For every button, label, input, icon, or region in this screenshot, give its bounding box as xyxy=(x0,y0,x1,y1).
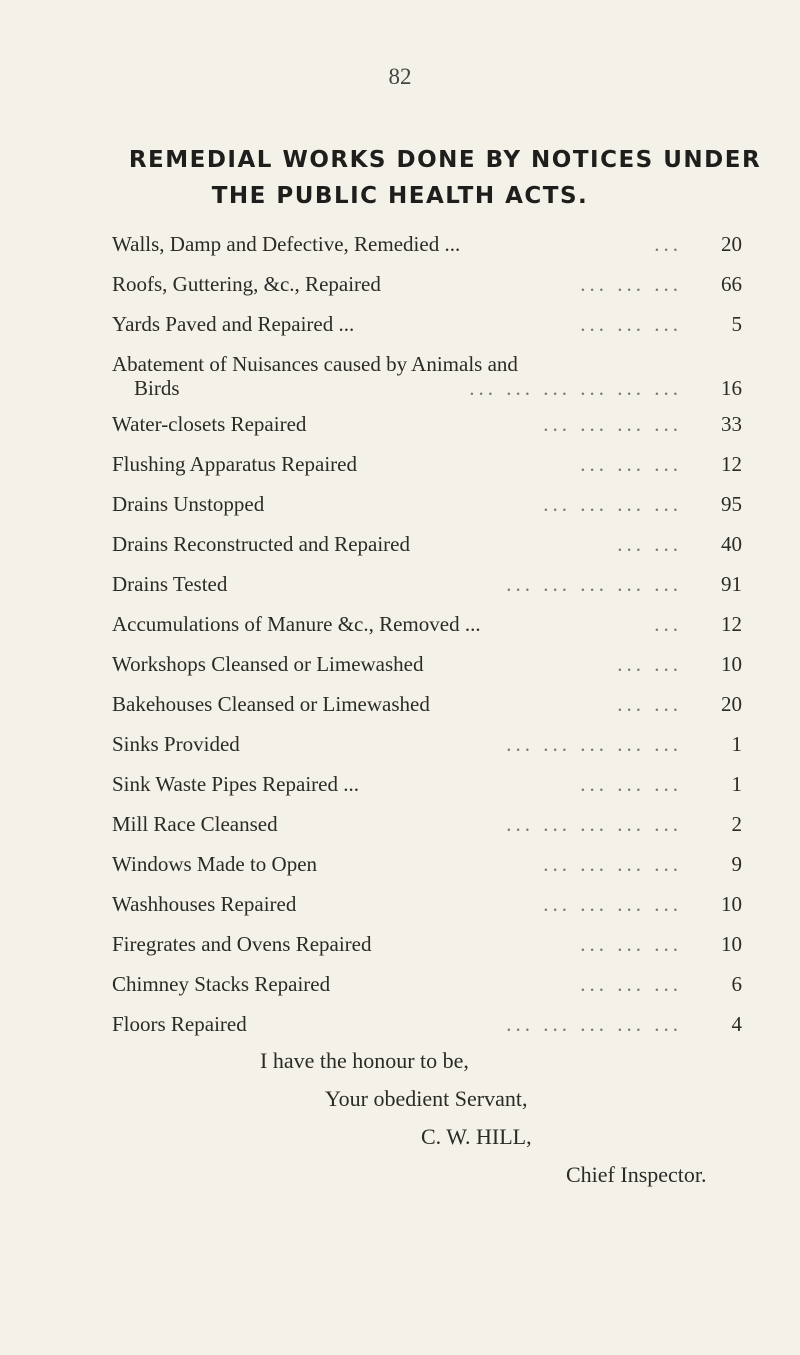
item-label: Washhouses Repaired xyxy=(112,892,297,916)
list-item xyxy=(112,528,742,568)
dot-leaders: ... xyxy=(654,612,682,636)
item-count: 20 xyxy=(721,692,742,716)
item-label: Walls, Damp and Defective, Remedied ... xyxy=(112,232,461,256)
dot-leaders: ... ... ... ... xyxy=(543,492,682,516)
list-item xyxy=(112,608,742,648)
item-label: Firegrates and Ovens Repaired xyxy=(112,932,372,956)
dot-leaders: ... ... ... ... ... xyxy=(506,732,682,756)
list-item xyxy=(112,308,742,348)
list-item xyxy=(112,408,742,448)
dot-leaders: ... ... ... ... ... xyxy=(506,572,682,596)
item-count: 10 xyxy=(721,892,742,916)
dot-leaders: ... ... ... ... ... ... xyxy=(469,376,682,400)
list-item xyxy=(112,688,742,728)
dot-leaders: ... ... xyxy=(617,652,682,676)
item-count: 5 xyxy=(731,312,742,336)
list-item xyxy=(112,648,742,688)
list-item xyxy=(112,348,742,408)
item-label: Drains Tested xyxy=(112,572,228,596)
item-label: Bakehouses Cleansed or Limewashed xyxy=(112,692,430,716)
item-count: 4 xyxy=(731,1012,742,1036)
item-count: 12 xyxy=(721,452,742,476)
closing-line-2: Your obedient Servant, xyxy=(325,1086,528,1111)
signatory-title: Chief Inspector. xyxy=(566,1162,707,1187)
item-count: 2 xyxy=(731,812,742,836)
dot-leaders: ... ... ... ... xyxy=(543,412,682,436)
list-item xyxy=(112,848,742,888)
item-label: Windows Made to Open xyxy=(112,852,318,876)
dot-leaders: ... ... ... ... ... xyxy=(506,1012,682,1036)
list-item xyxy=(112,488,742,528)
item-count: 1 xyxy=(731,772,742,796)
item-count: 6 xyxy=(731,972,742,996)
list-item xyxy=(112,968,742,1008)
item-label: Sinks Provided xyxy=(112,732,240,756)
dot-leaders: ... xyxy=(654,232,682,256)
item-label: Chimney Stacks Repaired xyxy=(112,972,331,996)
item-count: 66 xyxy=(721,272,742,296)
item-label: Abatement of Nuisances caused by Animals and Birds xyxy=(112,352,518,400)
document-heading xyxy=(0,142,800,214)
list-item xyxy=(112,808,742,848)
closing-line-1: I have the honour to be, xyxy=(260,1048,469,1073)
item-label: Mill Race Cleansed xyxy=(112,812,278,836)
item-count: 10 xyxy=(721,652,742,676)
item-count: 91 xyxy=(721,572,742,596)
dot-leaders: ... ... ... xyxy=(580,932,682,956)
item-count: 20 xyxy=(721,232,742,256)
dot-leaders: ... ... ... xyxy=(580,272,682,296)
dot-leaders: ... ... ... ... xyxy=(543,852,682,876)
list-item xyxy=(112,568,742,608)
list-item xyxy=(112,448,742,488)
dot-leaders: ... ... ... ... ... xyxy=(506,812,682,836)
item-label: Yards Paved and Repaired ... xyxy=(112,312,355,336)
list-item xyxy=(112,928,742,968)
dot-leaders: ... ... xyxy=(617,532,682,556)
list-item xyxy=(112,888,742,928)
item-label: Accumulations of Manure &c., Removed ... xyxy=(112,612,481,636)
list-item xyxy=(112,728,742,768)
item-label: Drains Reconstructed and Repaired xyxy=(112,532,410,556)
dot-leaders: ... ... ... xyxy=(580,972,682,996)
item-count: 16 xyxy=(721,376,742,400)
heading-line-1: REMEDIAL WORKS DONE BY NOTICES UNDER xyxy=(128,147,762,173)
item-count: 33 xyxy=(721,412,742,436)
item-label: Water-closets Repaired xyxy=(112,412,307,436)
item-count: 40 xyxy=(721,532,742,556)
signatory-name: C. W. HILL, xyxy=(421,1124,532,1149)
item-count: 12 xyxy=(721,612,742,636)
list-item xyxy=(112,268,742,308)
page-number: 82 xyxy=(388,64,412,89)
item-label: Floors Repaired xyxy=(112,1012,247,1036)
item-count: 1 xyxy=(731,732,742,756)
item-label: Roofs, Guttering, &c., Repaired xyxy=(112,272,381,296)
item-label: Workshops Cleansed or Limewashed xyxy=(112,652,424,676)
dot-leaders: ... ... ... xyxy=(580,312,682,336)
item-count: 10 xyxy=(721,932,742,956)
dot-leaders: ... ... ... xyxy=(580,452,682,476)
dot-leaders: ... ... ... xyxy=(580,772,682,796)
item-count: 9 xyxy=(731,852,742,876)
dot-leaders: ... ... xyxy=(617,692,682,716)
list-item xyxy=(112,228,742,268)
works-list xyxy=(112,228,742,1048)
item-label: Drains Unstopped xyxy=(112,492,265,516)
item-count: 95 xyxy=(721,492,742,516)
item-label: Sink Waste Pipes Repaired ... xyxy=(112,772,359,796)
dot-leaders: ... ... ... ... xyxy=(543,892,682,916)
item-label: Flushing Apparatus Repaired xyxy=(112,452,357,476)
list-item xyxy=(112,768,742,808)
heading-line-2: THE PUBLIC HEALTH ACTS. xyxy=(211,183,589,209)
